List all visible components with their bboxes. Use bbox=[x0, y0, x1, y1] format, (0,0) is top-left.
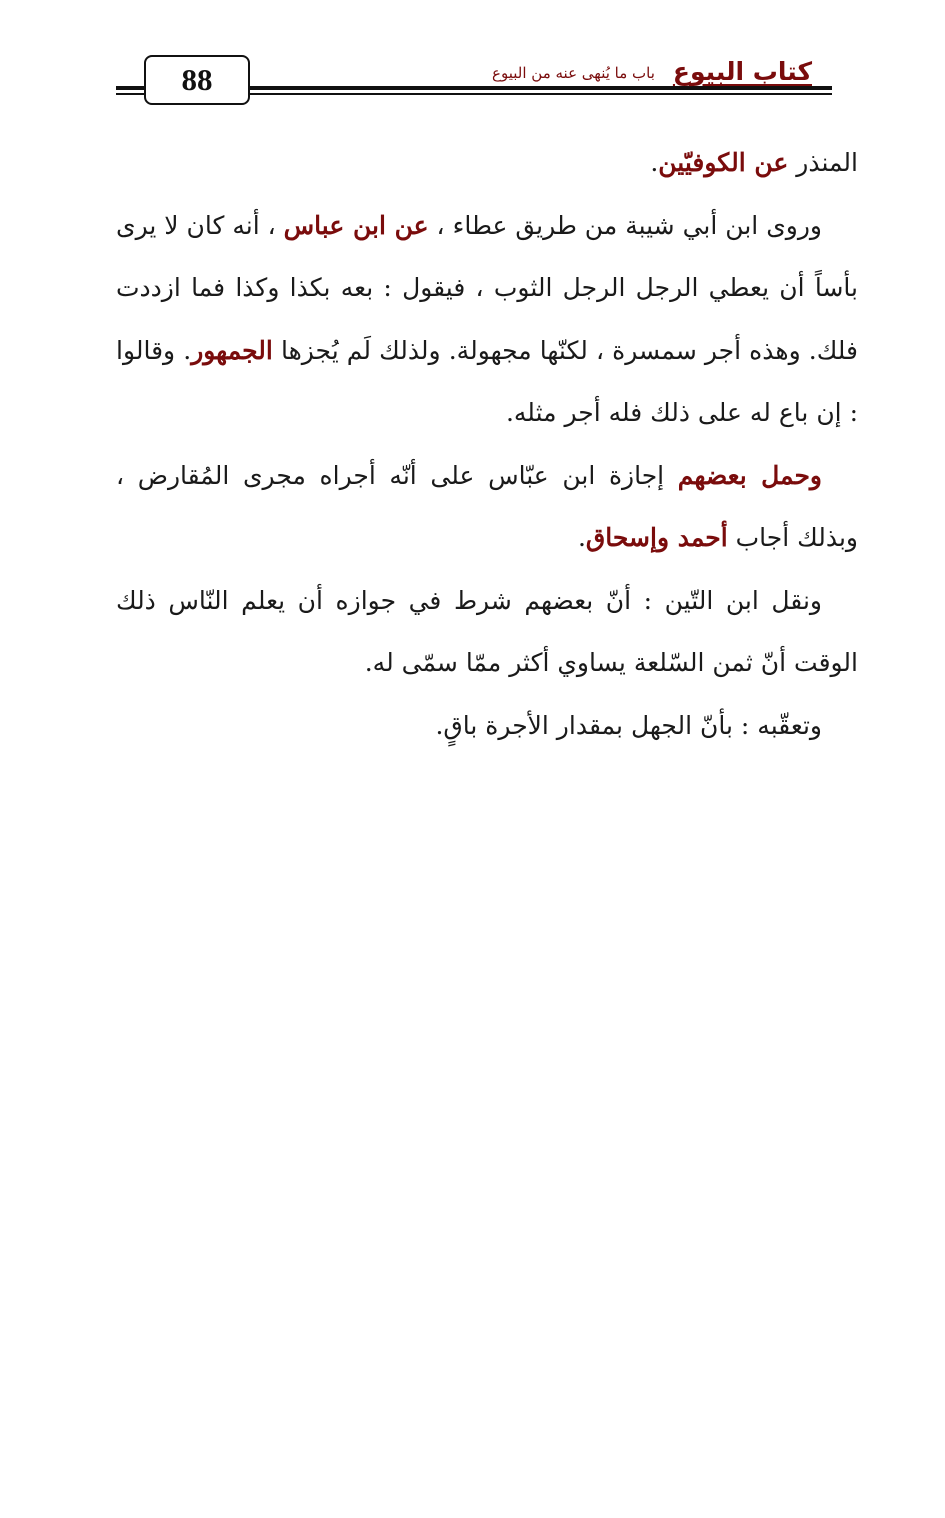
book-title: كتاب البيوع bbox=[672, 57, 812, 86]
paragraph-text: وتعقّبه : بأنّ الجهل بمقدار الأجرة باقٍ. bbox=[435, 710, 822, 740]
highlighted-term: عن ابن عباس bbox=[283, 210, 429, 240]
body-paragraph bbox=[116, 132, 858, 195]
page-body bbox=[116, 132, 858, 757]
paragraph-text: ، أنه كان لا يرى بأساً أن يعطي الرجل الرجل الثوب ، فيقول : بعه بكذا وكذا فما ازددت فلك. وهذه أجر سمسرة ، لكنّها مجهولة. ولذلك لَم يُجزها bbox=[116, 210, 858, 365]
paragraph-text: وروى ابن أبي شيبة من طريق عطاء ، bbox=[428, 210, 822, 240]
paragraph-text: . وقالوا : إن باع له على ذلك فله أجر مثله. bbox=[116, 335, 858, 427]
body-paragraph bbox=[116, 445, 858, 570]
highlighted-term: عن الكوفيّين bbox=[658, 148, 789, 177]
body-paragraph bbox=[116, 695, 858, 758]
paragraph-text: إجازة ابن عبّاس على أنّه أجراه مجرى المُقارض ، وبذلك أجاب bbox=[116, 460, 858, 552]
paragraph-text: . bbox=[577, 523, 586, 552]
page-number: 88 bbox=[144, 55, 250, 105]
body-paragraph bbox=[116, 195, 858, 445]
highlighted-term: وحمل بعضهم bbox=[677, 460, 822, 490]
paragraph-text: . bbox=[650, 148, 659, 177]
highlighted-term: الجمهور bbox=[191, 335, 273, 365]
highlighted-term: أحمد وإسحاق bbox=[585, 523, 728, 552]
paragraph-text: المنذر bbox=[788, 148, 858, 177]
header-titles bbox=[492, 50, 812, 84]
paragraph-text: ونقل ابن التّين : أنّ بعضهم شرط في جوازه أن يعلم النّاس ذلك الوقت أنّ ثمن السّلعة يساوي أكثر ممّا سمّى له. bbox=[116, 585, 858, 677]
page-header bbox=[116, 50, 832, 102]
chapter-title: باب ما يُنهى عنه من البيوع bbox=[492, 64, 655, 82]
body-paragraph bbox=[116, 570, 858, 695]
